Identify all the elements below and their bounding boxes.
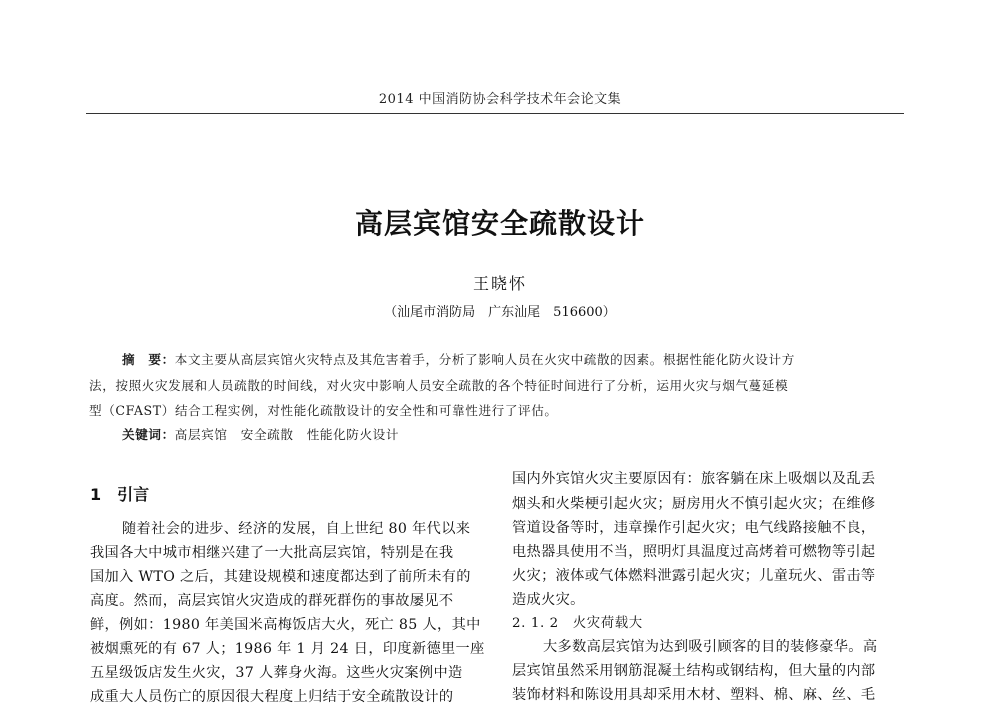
section-1-line: 国加入 WTO 之后，其建设规模和速度都达到了前所未有的 [90, 569, 471, 585]
subsection-2-1-2-heading: 2. 1. 2 火灾荷载大 [512, 616, 643, 631]
right-column-line: 层宾馆虽然采用钢筋混凝土结构或钢结构，但大量的内部 [512, 663, 876, 679]
right-column-line: 大多数高层宾馆为达到吸引顾客的目的装修豪华。高 [543, 639, 878, 655]
section-1-line: 被烟熏死的有 67 人；1986 年 1 月 24 日，印度新德里一座 [90, 641, 485, 657]
right-column-line: 装饰材料和陈设用具却采用木材、塑料、棉、麻、丝、毛 [512, 687, 876, 703]
keywords-line [122, 424, 399, 443]
abstract-line-2: 法，按照火灾发展和人员疏散的时间线，对火灾中影响人员安全疏散的各个特征时间进行了分析，运用火灾与烟气蔓延模 [89, 378, 789, 393]
abstract-line-1: 摘 要：本文主要从高层宾馆火灾特点及其危害着手，分析了影响人员在火灾中疏散的因素。根据性能化防火设计方 [122, 352, 795, 367]
right-column-line: 火灾；液体或气体燃料泄露引起火灾；儿童玩火、雷击等 [512, 568, 876, 584]
section-1-line: 高度。然而，高层宾馆火灾造成的群死群伤的事故屡见不 [90, 593, 454, 609]
running-header: 2014 中国消防协会科学技术年会论文集 [378, 92, 622, 107]
author-name: 王晓怀 [472, 274, 527, 293]
paper-title: 高层宾馆安全疏散设计 [354, 207, 645, 240]
section-1-line: 随着社会的进步、经济的发展，自上世纪 80 年代以来 [122, 521, 471, 537]
right-column-line: 电热器具使用不当，照明灯具温度过高烤着可燃物等引起 [512, 544, 876, 560]
keywords-text: 高层宾馆 安全疏散 性能化防火设计 [174, 427, 400, 442]
right-column-line: 造成火灾。 [512, 592, 585, 608]
section-1-line: 五星级饭店发生火灾，37 人葬身火海。这些火灾案例中造 [90, 665, 463, 681]
right-column-line: 管道设备等时，违章操作引起火灾；电气线路接触不良， [512, 520, 876, 536]
right-column-line: 烟头和火柴梗引起火灾；厨房用火不慎引起火灾；在维修 [512, 496, 876, 512]
abstract-label: 摘 要： [122, 352, 175, 367]
header-rule [86, 113, 904, 114]
section-1-line: 鲜，例如：1980 年美国米高梅饭店大火，死亡 85 人，其中 [90, 617, 481, 633]
author-affiliation: （汕尾市消防局 广东汕尾 516600） [384, 305, 616, 320]
section-1-heading: 1 引言 [90, 485, 150, 504]
keywords-label: 关键词： [122, 427, 175, 442]
section-1-line: 我国各大中城市相继兴建了一大批高层宾馆，特别是在我 [90, 545, 454, 561]
section-1-line: 成重大人员伤亡的原因很大程度上归结于安全疏散设计的 [90, 689, 454, 705]
abstract-line-3: 型（CFAST）结合工程实例，对性能化疏散设计的安全性和可靠性进行了评估。 [89, 403, 558, 418]
right-column-line: 国内外宾馆火灾主要原因有：旅客躺在床上吸烟以及乱丢 [512, 471, 876, 487]
